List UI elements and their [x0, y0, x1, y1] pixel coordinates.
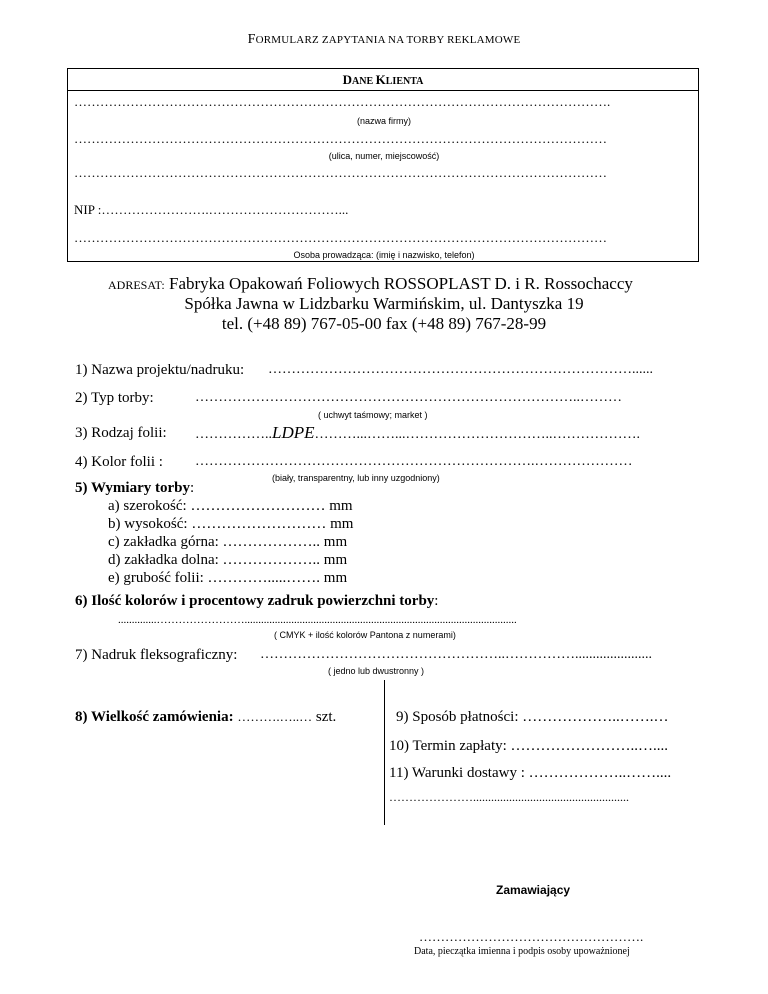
foil-thickness-field[interactable]: e) grubość folii: ………….....……. mm: [108, 570, 348, 586]
section-divider: [384, 680, 385, 825]
nip-label: NIP :: [74, 202, 102, 217]
company-name-field[interactable]: …………………………………………………………………………………………………………….: [74, 94, 611, 109]
foil-type-value: LDPE: [272, 423, 315, 442]
bag-type-label: 2) Typ torby:: [75, 390, 154, 406]
nip-field[interactable]: …………………….…………………………...: [101, 202, 349, 217]
addressee-line-1: ADRESAT: Fabryka Opakowań Foliowych ROSSOPLAST D. i R. Rossochaccy: [108, 274, 633, 293]
top-gusset-field[interactable]: c) zakładka górna: ……………….. mm: [108, 534, 348, 550]
signature-caption: Data, pieczątka imienna i podpis osoby upoważnionej: [414, 946, 630, 957]
order-size-row[interactable]: 8) Wielkość zamówienia: ……….…..… szt.: [75, 709, 337, 725]
contact-person-field[interactable]: ……………………………………………………………………………………………………………: [74, 230, 607, 245]
payment-term-field[interactable]: 10) Termin zapłaty: ……………………..…....: [389, 738, 669, 754]
foil-type-label: 3) Rodzaj folii:: [75, 425, 167, 441]
address-extra-field[interactable]: ……………………………………………………………………………………………………………: [74, 165, 607, 180]
colors-caption: ( CMYK + ilość kolorów Pantona z numerami): [274, 630, 456, 640]
flexo-field[interactable]: ……………………………………………..……………......................: [260, 647, 652, 662]
flexo-label: 7) Nadruk fleksograficzny:: [75, 647, 238, 663]
addressee-line-2: Spółka Jawna w Lidzbarku Warmińskim, ul. Dantyszka 19: [184, 294, 584, 313]
signature-field[interactable]: …………………………………………….: [419, 929, 644, 944]
address-caption: (ulica, numer, miejscowość): [328, 151, 440, 161]
dimensions-heading: 5) Wymiary torby:: [75, 480, 195, 496]
contact-person-caption: Osoba prowadząca: (imię i nazwisko, telefon): [293, 250, 475, 260]
foil-color-field[interactable]: ……………………………………………………………….…………………: [195, 454, 633, 469]
width-field[interactable]: a) szerokość: ……………………… mm: [108, 498, 353, 514]
flexo-caption: ( jedno lub dwustronny ): [328, 666, 425, 676]
bag-type-field[interactable]: ………………………………………………………………………..………: [195, 390, 622, 405]
order-size-label: 8) Wielkość zamówienia:: [75, 709, 234, 725]
payment-method-field[interactable]: 9) Sposób płatności: ………………..…….…: [396, 709, 669, 725]
addressee-line-3: tel. (+48 89) 767-05-00 fax (+48 89) 767-28-99: [221, 314, 547, 333]
addressee-label: ADRESAT:: [108, 278, 165, 292]
foil-type-field[interactable]: ……………..LDPE………...……...…………………………..……………….: [195, 423, 640, 442]
delivery-terms-field[interactable]: 11) Warunki dostawy : ………………..……....: [389, 765, 672, 781]
orderer-heading: Zamawiający: [496, 883, 571, 897]
nip-row[interactable]: [74, 202, 348, 218]
address-field[interactable]: ……………………………………………………………………………………………………………: [74, 131, 607, 146]
company-name-caption: (nazwa firmy): [356, 116, 411, 126]
bag-type-caption: ( uchwyt taśmowy; market ): [318, 410, 428, 420]
order-size-field[interactable]: ……….…..…: [237, 709, 313, 724]
bottom-gusset-field[interactable]: d) zakładka dolna: ……………….. mm: [108, 552, 348, 568]
colors-field[interactable]: ..............……………………...................................................................................................: [118, 614, 517, 626]
project-name-label: 1) Nazwa projektu/nadruku:: [75, 362, 245, 378]
foil-color-label: 4) Kolor folii :: [75, 454, 163, 470]
delivery-extra-field[interactable]: …………………....................................................: [389, 790, 629, 804]
height-field[interactable]: b) wysokość: ……………………… mm: [108, 516, 354, 532]
client-data-header: DANE KLIENTA: [68, 69, 698, 91]
project-name-field[interactable]: ……………………………………………………………………......: [268, 362, 653, 377]
form-title: FORMULARZ ZAPYTANIA NA TORBY REKLAMOWE: [247, 32, 521, 47]
colors-heading: 6) Ilość kolorów i procentowy zadruk powierzchni torby:: [75, 593, 439, 609]
foil-color-caption: (biały, transparentny, lub inny uzgodniony): [272, 473, 440, 483]
